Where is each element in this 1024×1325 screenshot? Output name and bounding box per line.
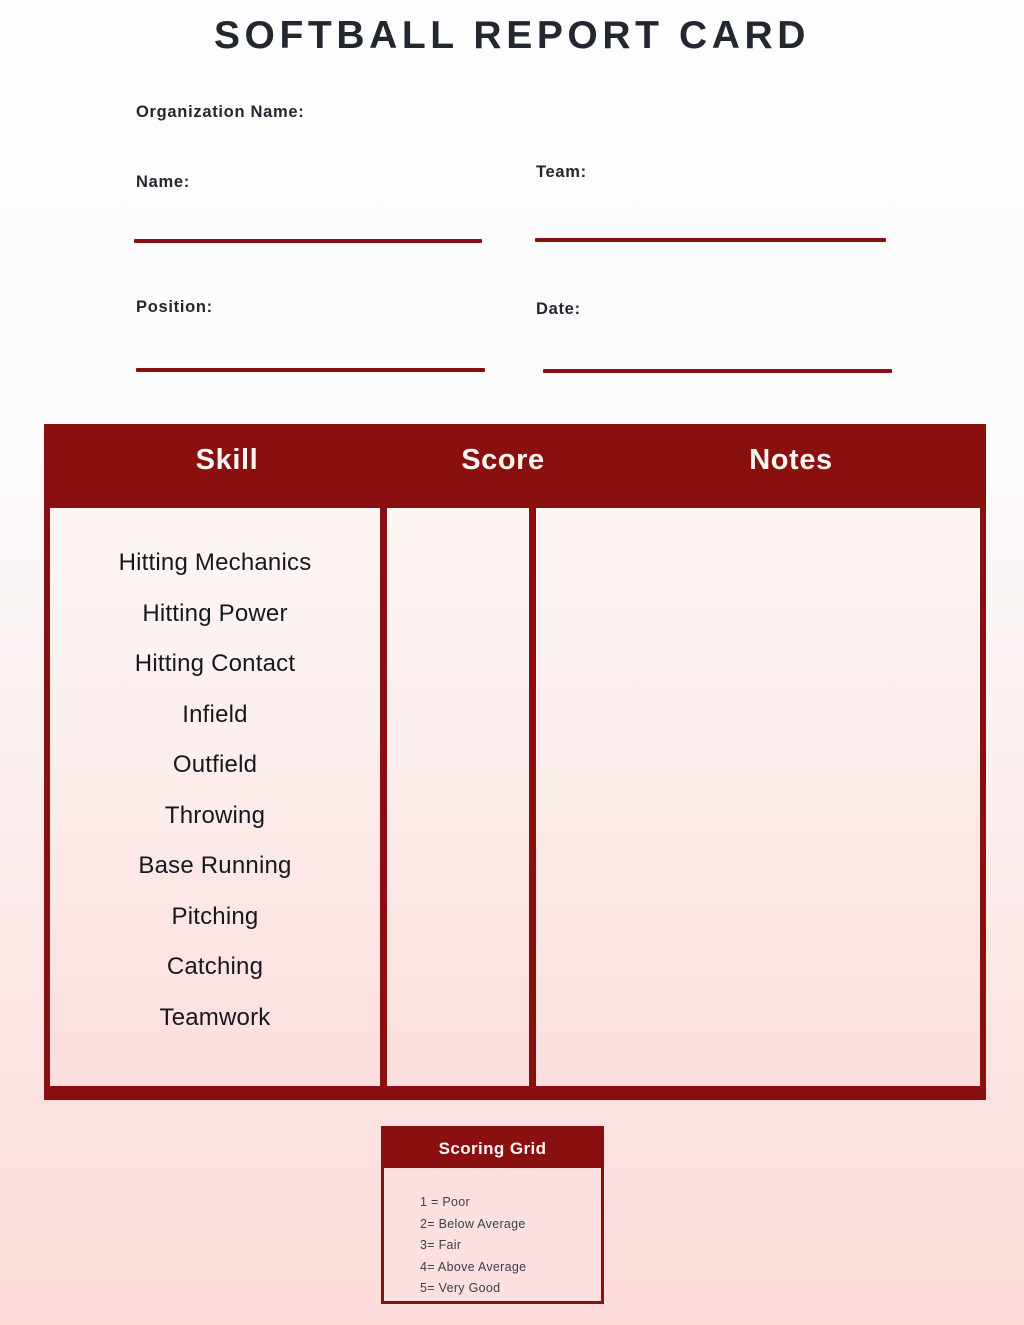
team-label: Team: [536,163,587,181]
form-fields-area [0,0,1024,400]
date-label: Date: [536,300,581,318]
scoring-grid-title: Scoring Grid [384,1129,601,1168]
date-input-rule[interactable] [543,369,892,373]
name-input-rule[interactable] [134,239,482,243]
position-label: Position: [136,298,213,316]
list-item: Hitting Power [142,599,288,627]
scoring-grid [381,1126,604,1304]
team-input-rule[interactable] [535,238,886,242]
notes-column-input-area[interactable] [536,508,980,1086]
scoring-grid-entry: 4= Above Average [420,1259,527,1274]
column-header-score: Score [461,444,545,476]
skills-table [44,424,986,1100]
scoring-grid-entry: 5= Very Good [420,1281,501,1295]
list-item: Base Running [138,852,292,879]
list-item: Throwing [164,801,266,829]
column-header-skill: Skill [195,444,259,476]
list-item: Teamwork [159,1003,271,1031]
list-item: Pitching [171,902,259,930]
list-item: Outfield [172,751,258,778]
scoring-grid-entry: 2= Below Average [420,1216,526,1231]
column-header-notes: Notes [749,444,833,476]
skills-table-header-row [44,424,986,502]
organization-name-label: Organization Name: [136,103,305,121]
list-item: Hitting Mechanics [118,549,312,576]
score-column-input-area[interactable] [387,508,529,1086]
position-input-rule[interactable] [136,368,485,372]
list-item: Catching [166,953,264,980]
scoring-grid-entries [384,1168,601,1300]
list-item: Infield [182,700,248,728]
name-label: Name: [136,173,190,191]
skill-column [50,508,380,1086]
scoring-grid-entry: 1 = Poor [420,1195,471,1209]
skills-table-body [44,502,986,1100]
list-item: Hitting Contact [134,650,296,677]
scoring-grid-entry: 3= Fair [420,1238,462,1252]
page-title: SOFTBALL REPORT CARD [213,14,811,57]
